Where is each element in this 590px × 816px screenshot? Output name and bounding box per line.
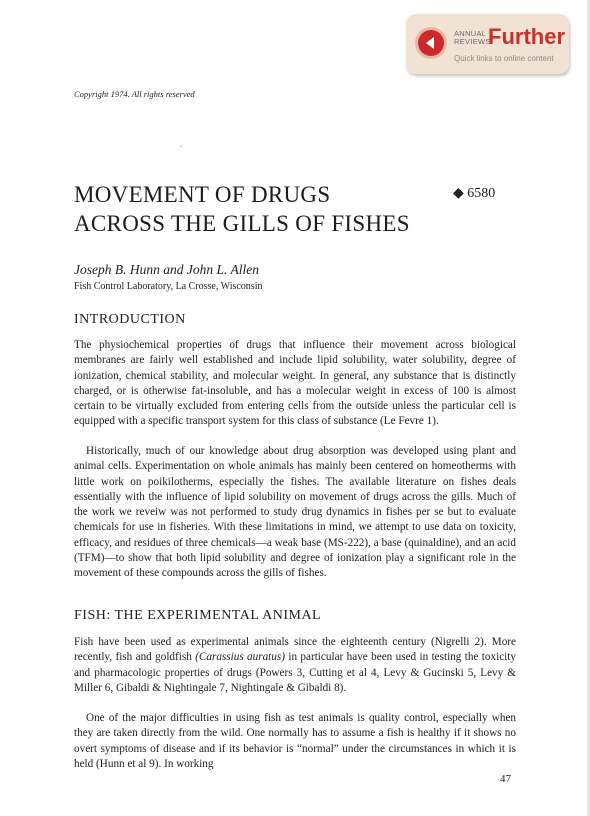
badge-annual-label: ANNUAL bbox=[454, 29, 487, 38]
copyright-notice: Copyright 1974. All rights reserved bbox=[74, 89, 195, 99]
affiliation: Fish Control Laboratory, La Crosse, Wisconsin bbox=[74, 281, 263, 292]
authors: Joseph B. Hunn and John L. Allen bbox=[74, 262, 259, 277]
article-number: ◆ 6580 bbox=[453, 186, 496, 201]
fish-paragraph-1-start: Fish have been used as experimental animals since the eighteenth century (Nigrelli 2). More recently, fish and goldfish bbox=[74, 636, 516, 664]
title-line-1: MOVEMENT OF DRUGS bbox=[74, 182, 331, 207]
title-line-2: ACROSS THE GILLS OF FISHES bbox=[74, 211, 410, 236]
page-number: 47 bbox=[500, 773, 511, 785]
fish-paragraph-1-end: in particular have been used in testing the toxicity and pharmacologic properties of drugs (Powers 3, Cutting et al 4, Levy & Gucinski 5, Levy & Miller 6, Gibaldi & Nightingale 7, Nightingale & Gibaldi 8). bbox=[74, 651, 516, 694]
badge-further-label: Further bbox=[488, 24, 565, 49]
intro-paragraph-1: The physiochemical properties of drugs that influence their movement across biological membranes are fairly well established and include lipid solubility, water solubility, degree of ionization, chemical stability, and molecular weight. In general, any substance that is distinctly charged, or is otherwise fat-insoluble, and has a molecular weight in excess of 100 is almost certain to be virtually excluded from entering cells from the outside unless the particular cell is equipped with a specific transport system for this class of substance (Le Fevre 1). bbox=[74, 339, 516, 428]
further-badge[interactable] bbox=[406, 14, 569, 74]
badge-reviews-label: REVIEWS bbox=[454, 37, 491, 46]
play-arrow-icon bbox=[418, 30, 444, 56]
badge-subtitle: Quick links to online content bbox=[454, 54, 554, 63]
intro-paragraph-2: Historically, much of our knowledge about drug absorption was developed using plant and animal cells. Experimentation on whole animals has mainly been centered on homeotherms with little work on poikilotherms, especially the fishes. The available literature on fishes deals essentially with the influence of lipid solubility on movement of drugs across the gills. Much of the work we reveiw was not performed to study drug dynamics in fishes per se but to evaluate chemicals for use in fisheries. With these limitations in mind, we attempt to use data on toxicity, efficacy, and residues of three chemicals—a weak base (MS-222), a base (quinaldine), and an acid (TFM)—to show that both lipid solubility and degree of ionization play a significant role in the movement of these compounds across the gills of fishes. bbox=[74, 445, 516, 579]
section-heading-fish: FISH: THE EXPERIMENTAL ANIMAL bbox=[74, 608, 322, 623]
section-heading-introduction: INTRODUCTION bbox=[74, 312, 186, 327]
species-name: (Carassius auratus) bbox=[195, 651, 285, 664]
scan-speck bbox=[180, 146, 182, 147]
fish-paragraph-2: One of the major difficulties in using fish as test animals is quality control, especially when they are taken directly from the wild. One normally has to assume a fish is healthy if it shows no overt symptoms of disease and if its behavior is “normal” under the circumstances in which it is held (Hunn et al 9). In working bbox=[74, 712, 516, 770]
fish-paragraph-1 bbox=[74, 635, 516, 696]
article-title bbox=[74, 180, 454, 238]
